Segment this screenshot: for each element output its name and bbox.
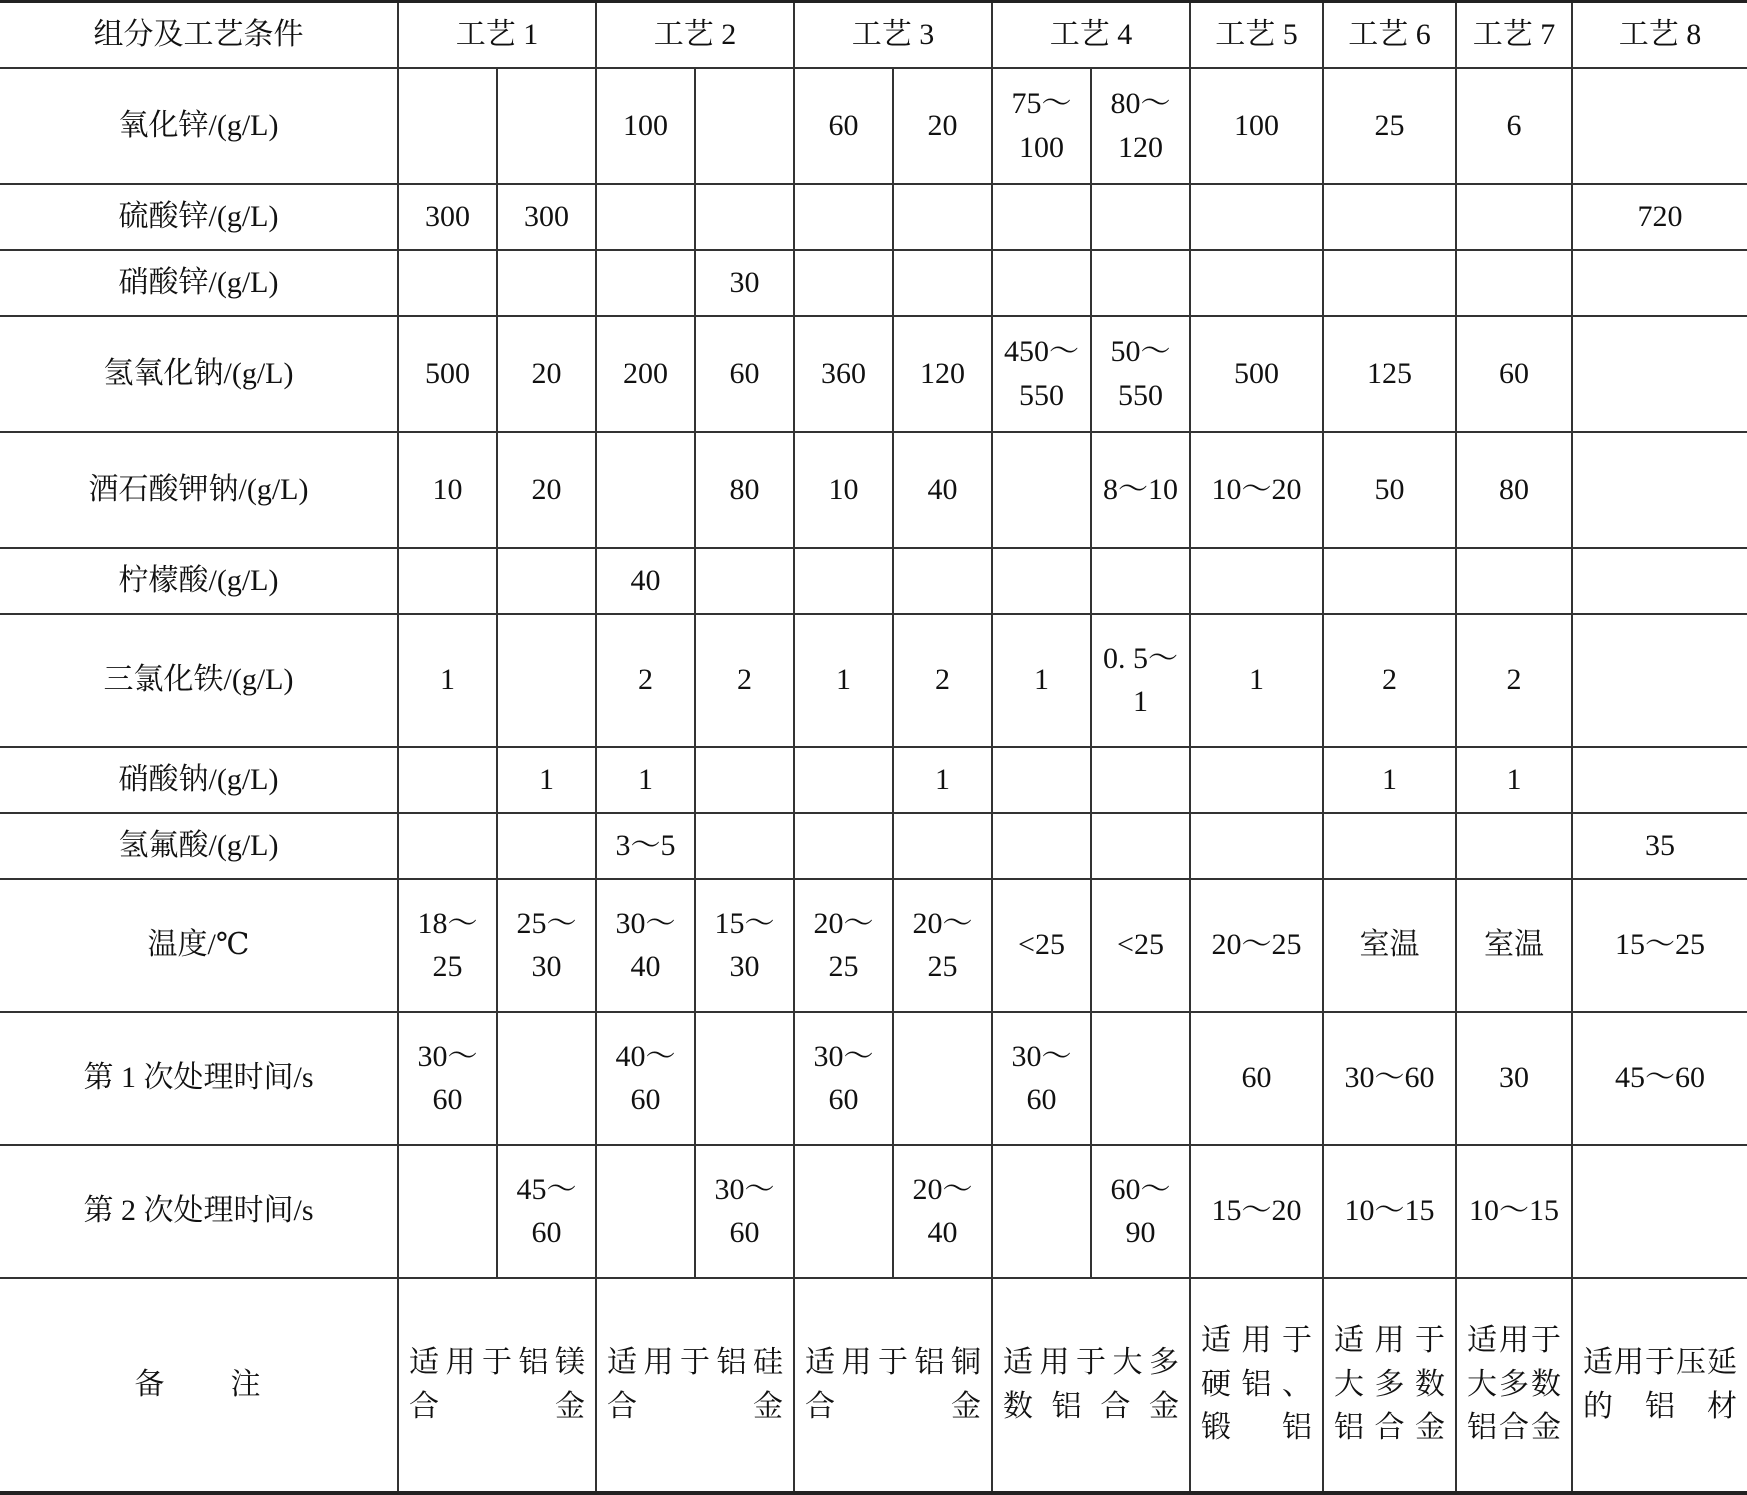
table-cell xyxy=(1190,250,1323,316)
table-cell xyxy=(695,813,794,879)
row-label: 柠檬酸/(g/L) xyxy=(0,548,398,614)
table-row xyxy=(0,548,1747,614)
table-cell: 60 xyxy=(794,68,893,184)
table-row xyxy=(0,747,1747,813)
table-cell xyxy=(992,184,1091,250)
table-cell xyxy=(398,747,497,813)
table-row xyxy=(0,1145,1747,1278)
table-cell: 720 xyxy=(1572,184,1747,250)
table-cell xyxy=(794,747,893,813)
table-cell: 30 xyxy=(695,250,794,316)
table-cell: 50～550 xyxy=(1091,316,1190,432)
table-row xyxy=(0,68,1747,184)
table-cell: <25 xyxy=(1091,879,1190,1012)
table-cell: 40 xyxy=(893,432,992,548)
table-cell xyxy=(1091,250,1190,316)
table-cell xyxy=(1572,68,1747,184)
table-cell: 100 xyxy=(1190,68,1323,184)
table-cell: 60～90 xyxy=(1091,1145,1190,1278)
table-cell: 1 xyxy=(1190,614,1323,747)
table-cell: 10 xyxy=(794,432,893,548)
table-cell: 8～10 xyxy=(1091,432,1190,548)
table-cell: 10 xyxy=(398,432,497,548)
table-cell xyxy=(1572,432,1747,548)
table-cell: 75～100 xyxy=(992,68,1091,184)
table-cell: 30～60 xyxy=(398,1012,497,1145)
row-label: 硝酸锌/(g/L) xyxy=(0,250,398,316)
table-cell xyxy=(1572,1145,1747,1278)
table-cell: 300 xyxy=(497,184,596,250)
table-cell xyxy=(398,813,497,879)
table-cell xyxy=(1091,1012,1190,1145)
table-cell xyxy=(992,432,1091,548)
table-cell xyxy=(1456,184,1572,250)
table-cell xyxy=(695,184,794,250)
corner-header: 组分及工艺条件 xyxy=(0,2,398,68)
table-cell: 45～60 xyxy=(497,1145,596,1278)
table-cell: 2 xyxy=(695,614,794,747)
row-label: 第 2 次处理时间/s xyxy=(0,1145,398,1278)
table-cell: 1 xyxy=(497,747,596,813)
table-cell xyxy=(1456,548,1572,614)
table-cell xyxy=(1323,250,1456,316)
table-cell xyxy=(1091,548,1190,614)
table-cell xyxy=(497,548,596,614)
table-cell xyxy=(695,68,794,184)
row-label: 酒石酸钾钠/(g/L) xyxy=(0,432,398,548)
table-cell xyxy=(596,250,695,316)
row-label: 氧化锌/(g/L) xyxy=(0,68,398,184)
table-cell: 15～25 xyxy=(1572,879,1747,1012)
table-cell: 20～25 xyxy=(893,879,992,1012)
row-label: 硫酸锌/(g/L) xyxy=(0,184,398,250)
table-cell: 10～15 xyxy=(1456,1145,1572,1278)
table-row xyxy=(0,250,1747,316)
process-header: 工艺 8 xyxy=(1572,2,1747,68)
table-cell: 0. 5～1 xyxy=(1091,614,1190,747)
table-cell xyxy=(398,1145,497,1278)
table-cell: 20 xyxy=(893,68,992,184)
process-header: 工艺 6 xyxy=(1323,2,1456,68)
table-cell: 25～30 xyxy=(497,879,596,1012)
table-cell: <25 xyxy=(992,879,1091,1012)
table-cell xyxy=(1572,548,1747,614)
row-label: 氢氟酸/(g/L) xyxy=(0,813,398,879)
remark-cell: 适用于大多数铝合金 xyxy=(1456,1278,1572,1493)
remark-cell: 适用于铝硅合金 xyxy=(596,1278,794,1493)
process-header: 工艺 4 xyxy=(992,2,1190,68)
header-row xyxy=(0,2,1747,68)
table-cell xyxy=(992,250,1091,316)
table-cell: 360 xyxy=(794,316,893,432)
remark-cell: 适用于大多数铝合金 xyxy=(1323,1278,1456,1493)
table-cell: 60 xyxy=(695,316,794,432)
table-cell xyxy=(398,250,497,316)
table-cell xyxy=(893,813,992,879)
table-cell: 2 xyxy=(596,614,695,747)
table-cell xyxy=(1323,548,1456,614)
table-cell xyxy=(695,548,794,614)
remark-cell: 适用于大多数铝合金 xyxy=(992,1278,1190,1493)
process-header: 工艺 3 xyxy=(794,2,992,68)
table-cell xyxy=(992,747,1091,813)
table-cell xyxy=(794,548,893,614)
row-label: 三氯化铁/(g/L) xyxy=(0,614,398,747)
table-row xyxy=(0,813,1747,879)
row-label: 氢氧化钠/(g/L) xyxy=(0,316,398,432)
table-cell: 室温 xyxy=(1456,879,1572,1012)
table-cell xyxy=(1190,548,1323,614)
table-cell: 2 xyxy=(1323,614,1456,747)
table-cell xyxy=(794,250,893,316)
table-cell: 60 xyxy=(1190,1012,1323,1145)
table-cell xyxy=(596,184,695,250)
table-cell: 100 xyxy=(596,68,695,184)
remark-cell: 适用于铝铜合金 xyxy=(794,1278,992,1493)
table-cell: 25 xyxy=(1323,68,1456,184)
table-cell xyxy=(1323,813,1456,879)
table-cell xyxy=(596,1145,695,1278)
table-cell: 3～5 xyxy=(596,813,695,879)
table-cell: 40～60 xyxy=(596,1012,695,1145)
table-cell xyxy=(893,184,992,250)
table-cell: 30～40 xyxy=(596,879,695,1012)
table-cell: 35 xyxy=(1572,813,1747,879)
row-label: 温度/℃ xyxy=(0,879,398,1012)
table-cell: 1 xyxy=(398,614,497,747)
table-cell xyxy=(893,548,992,614)
table-cell: 20～25 xyxy=(1190,879,1323,1012)
table-cell: 1 xyxy=(1456,747,1572,813)
table-cell: 80～120 xyxy=(1091,68,1190,184)
table-row xyxy=(0,432,1747,548)
table-cell: 1 xyxy=(596,747,695,813)
remarks-label: 备 注 xyxy=(0,1278,398,1493)
remark-cell: 适用于压延的铝材 xyxy=(1572,1278,1747,1493)
table-cell xyxy=(794,1145,893,1278)
remarks-row xyxy=(0,1278,1747,1493)
table-cell: 1 xyxy=(893,747,992,813)
table-cell: 18～25 xyxy=(398,879,497,1012)
table-cell xyxy=(1190,747,1323,813)
table-cell xyxy=(893,1012,992,1145)
row-label: 第 1 次处理时间/s xyxy=(0,1012,398,1145)
table-cell xyxy=(497,1012,596,1145)
table-cell xyxy=(893,250,992,316)
table-cell: 60 xyxy=(1456,316,1572,432)
table-cell: 20 xyxy=(497,316,596,432)
table-cell xyxy=(497,250,596,316)
table-cell xyxy=(398,68,497,184)
process-header: 工艺 5 xyxy=(1190,2,1323,68)
table-cell: 10～15 xyxy=(1323,1145,1456,1278)
table-cell xyxy=(497,614,596,747)
process-header: 工艺 2 xyxy=(596,2,794,68)
table-cell: 80 xyxy=(695,432,794,548)
table-cell xyxy=(1572,747,1747,813)
table-row xyxy=(0,316,1747,432)
table-cell: 2 xyxy=(1456,614,1572,747)
table-cell: 200 xyxy=(596,316,695,432)
table-cell xyxy=(596,432,695,548)
table-cell: 30～60 xyxy=(992,1012,1091,1145)
table-cell xyxy=(992,548,1091,614)
table-cell xyxy=(497,813,596,879)
table-cell: 30 xyxy=(1456,1012,1572,1145)
table-cell xyxy=(794,813,893,879)
table-cell xyxy=(497,68,596,184)
table-cell: 300 xyxy=(398,184,497,250)
table-cell xyxy=(1091,747,1190,813)
table-cell: 30～60 xyxy=(1323,1012,1456,1145)
table-cell xyxy=(992,813,1091,879)
table-cell: 6 xyxy=(1456,68,1572,184)
table-cell: 15～30 xyxy=(695,879,794,1012)
table-cell xyxy=(1456,813,1572,879)
table-cell: 20 xyxy=(497,432,596,548)
table-cell: 40 xyxy=(596,548,695,614)
table-cell xyxy=(695,747,794,813)
table-cell: 室温 xyxy=(1323,879,1456,1012)
table-cell xyxy=(992,1145,1091,1278)
table-cell: 20～25 xyxy=(794,879,893,1012)
remark-cell: 适用于铝镁合金 xyxy=(398,1278,596,1493)
table-row xyxy=(0,614,1747,747)
table-cell: 30～60 xyxy=(695,1145,794,1278)
table-cell: 15～20 xyxy=(1190,1145,1323,1278)
table-cell: 50 xyxy=(1323,432,1456,548)
table-cell: 1 xyxy=(794,614,893,747)
table-cell: 500 xyxy=(1190,316,1323,432)
table-cell: 120 xyxy=(893,316,992,432)
table-row xyxy=(0,1012,1747,1145)
table-cell: 10～20 xyxy=(1190,432,1323,548)
table-cell xyxy=(1323,184,1456,250)
table-cell: 2 xyxy=(893,614,992,747)
table-cell xyxy=(1091,184,1190,250)
table-cell xyxy=(1572,614,1747,747)
table-cell: 125 xyxy=(1323,316,1456,432)
process-header: 工艺 1 xyxy=(398,2,596,68)
remark-cell: 适用于硬铝、锻铝 xyxy=(1190,1278,1323,1493)
row-label: 硝酸钠/(g/L) xyxy=(0,747,398,813)
table-cell xyxy=(695,1012,794,1145)
process-header: 工艺 7 xyxy=(1456,2,1572,68)
table-cell: 1 xyxy=(1323,747,1456,813)
table-row xyxy=(0,879,1747,1012)
table-cell xyxy=(1190,813,1323,879)
table-cell xyxy=(794,184,893,250)
table-cell xyxy=(1190,184,1323,250)
table-cell xyxy=(1572,316,1747,432)
table-cell xyxy=(398,548,497,614)
table-cell xyxy=(1456,250,1572,316)
table-cell xyxy=(1091,813,1190,879)
table-row xyxy=(0,184,1747,250)
table-cell: 500 xyxy=(398,316,497,432)
table-cell: 450～550 xyxy=(992,316,1091,432)
table-cell: 1 xyxy=(992,614,1091,747)
table-cell: 45～60 xyxy=(1572,1012,1747,1145)
table-cell: 20～40 xyxy=(893,1145,992,1278)
table-cell xyxy=(1572,250,1747,316)
table-cell: 80 xyxy=(1456,432,1572,548)
table-cell: 30～60 xyxy=(794,1012,893,1145)
